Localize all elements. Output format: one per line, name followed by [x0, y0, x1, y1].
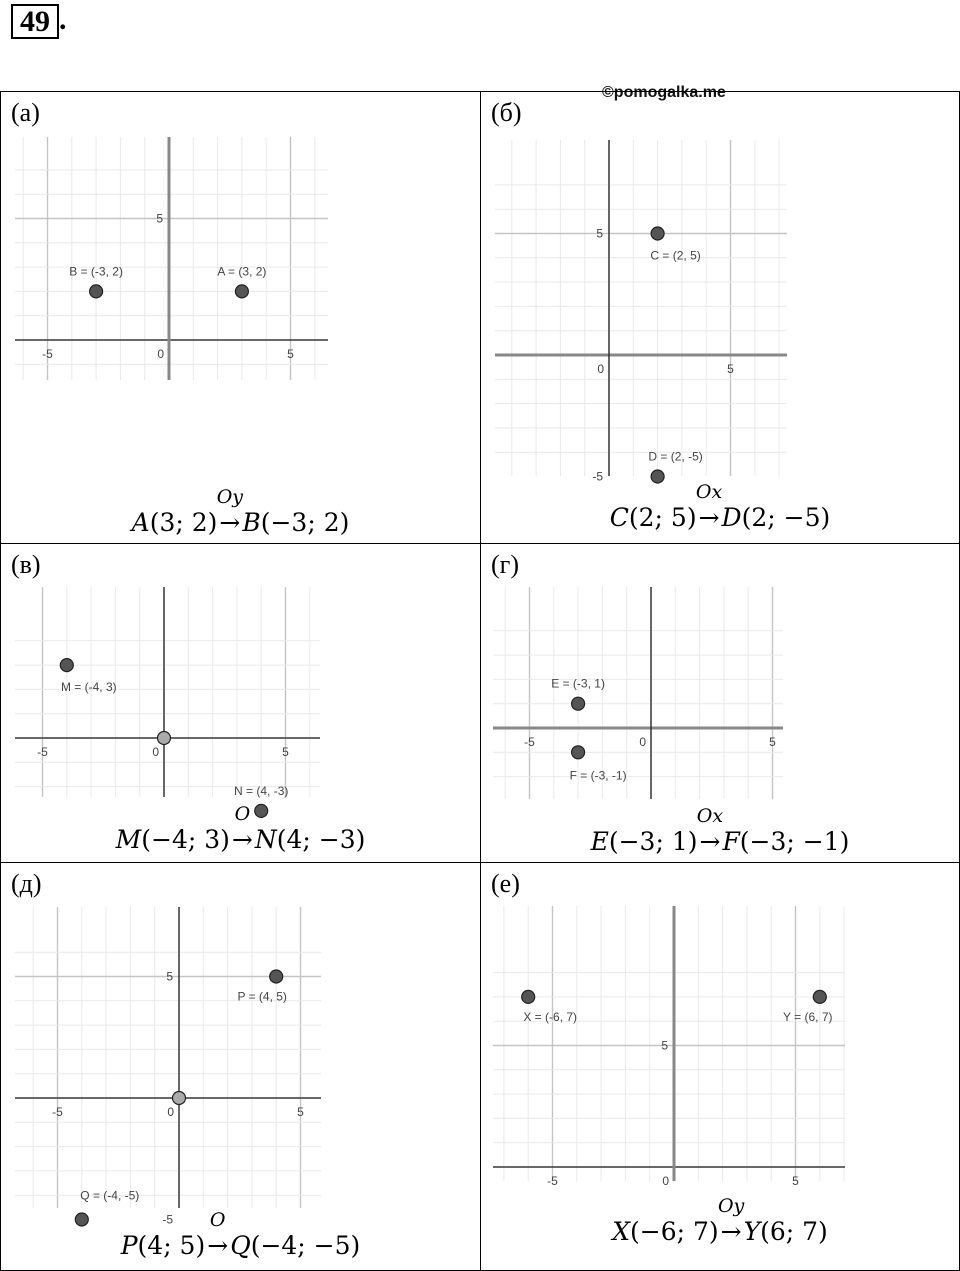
- image-point-name: Q: [230, 1231, 251, 1260]
- data-point: [90, 285, 103, 298]
- cell-label: (а): [11, 98, 40, 127]
- task-cell: [480, 862, 960, 1271]
- x-tick-label: 0: [662, 1174, 669, 1188]
- image-point-name: Y: [743, 1217, 761, 1246]
- data-point: [651, 227, 664, 240]
- arrow-icon: → Oy: [216, 486, 244, 537]
- x-tick-label: 5: [287, 347, 294, 361]
- source-point-name: E: [590, 827, 609, 856]
- cell-label: (г): [491, 550, 519, 579]
- data-point: [813, 990, 826, 1003]
- problem-number: 49: [11, 4, 59, 39]
- image-point-coords: (−3; 2): [260, 508, 350, 537]
- transformation-formula: [481, 806, 959, 858]
- y-tick-label: -5: [162, 1212, 173, 1227]
- source-point-coords: (−3; 1): [608, 827, 698, 856]
- formula-line: [1, 803, 480, 854]
- x-tick-label: 0: [157, 347, 164, 361]
- transformation-axis: Oy: [216, 486, 244, 508]
- transformation-axis: O: [209, 1209, 226, 1231]
- data-point: [270, 970, 283, 983]
- x-tick-label: 5: [792, 1174, 799, 1188]
- coordinate-plane: [493, 587, 783, 799]
- point-label: M = (-4, 3): [60, 680, 117, 695]
- x-tick-label: -5: [524, 735, 535, 749]
- formula-line: [1, 486, 480, 537]
- source-point-name: X: [612, 1217, 630, 1246]
- x-tick-label: 0: [639, 735, 646, 749]
- watermark: ©pomogalka.me: [602, 84, 726, 101]
- x-tick-label: 5: [282, 745, 289, 759]
- coordinate-plane: [15, 137, 328, 380]
- source-point-coords: (3; 2): [149, 508, 218, 537]
- y-tick-label: 5: [166, 969, 173, 984]
- point-label: X = (-6, 7): [523, 1009, 578, 1024]
- coordinate-plane: [15, 907, 321, 1227]
- task-cell: [480, 543, 960, 863]
- image-point-coords: (2; −5): [741, 503, 831, 532]
- data-point: [60, 659, 73, 672]
- transformation-formula: [1, 487, 480, 539]
- transformation-formula: [481, 482, 959, 534]
- source-point-coords: (4; 5): [137, 1231, 206, 1260]
- grid: [493, 906, 845, 1181]
- arrow-icon: → O: [207, 1209, 229, 1260]
- x-tick-label: -5: [52, 1105, 63, 1119]
- arrow-icon: → O: [231, 803, 253, 854]
- x-tick-label: -5: [37, 745, 48, 759]
- grid: [495, 140, 787, 476]
- task-cell: [0, 543, 481, 863]
- y-tick-label: 5: [156, 211, 163, 226]
- formula-line: [1, 1209, 480, 1260]
- x-tick-label: -5: [547, 1174, 558, 1188]
- y-tick-label: -5: [592, 469, 603, 484]
- cell-label: (е): [491, 869, 520, 898]
- task-cell: [480, 91, 960, 544]
- point-label: C = (2, 5): [650, 248, 701, 263]
- task-cell: [0, 862, 481, 1271]
- problem-number-dot: .: [59, 3, 67, 36]
- image-point-name: F: [722, 827, 740, 856]
- image-point-name: D: [721, 503, 742, 532]
- x-tick-label: -5: [42, 347, 53, 361]
- x-tick-label: 0: [167, 1105, 174, 1119]
- point-label: Y = (6, 7): [783, 1009, 833, 1024]
- point-label: B = (-3, 2): [69, 264, 123, 279]
- cell-label: (в): [11, 550, 41, 579]
- data-point: [572, 697, 585, 710]
- image-point-coords: (−4; −5): [250, 1231, 361, 1260]
- task-cell: [0, 91, 481, 544]
- x-tick-label: 0: [597, 362, 604, 376]
- transformation-axis: Ox: [696, 805, 724, 827]
- formula-line: [481, 805, 959, 856]
- image-point-name: N: [254, 825, 277, 854]
- source-point-name: P: [120, 1231, 138, 1260]
- image-point-coords: (6; 7): [760, 1217, 828, 1246]
- cell-label: (б): [491, 98, 522, 127]
- data-point: [173, 1092, 186, 1105]
- arrow-icon: → Ox: [696, 805, 724, 856]
- x-tick-label: 5: [727, 362, 734, 376]
- data-point: [522, 990, 535, 1003]
- y-tick-label: 5: [596, 226, 603, 241]
- formula-line: [481, 1195, 959, 1246]
- transformation-axis: O: [234, 803, 251, 825]
- y-tick-label: 5: [661, 1038, 668, 1053]
- transformation-axis: Ox: [695, 481, 723, 503]
- grid: [493, 587, 783, 799]
- grid: [15, 907, 321, 1208]
- image-point-coords: (−3; −1): [739, 827, 850, 856]
- source-point-name: C: [609, 503, 629, 532]
- data-point: [158, 732, 171, 745]
- source-point-coords: (−4; 3): [141, 825, 230, 854]
- coordinate-plane: [495, 140, 787, 484]
- data-point: [235, 285, 248, 298]
- transformation-axis: Oy: [717, 1195, 745, 1217]
- source-point-coords: (−6; 7): [630, 1217, 719, 1246]
- transformation-formula: [481, 1196, 959, 1248]
- x-tick-label: 5: [769, 735, 776, 749]
- image-point-coords: (4; −3): [276, 825, 366, 854]
- source-point-name: M: [115, 825, 142, 854]
- grid: [15, 137, 328, 380]
- transformation-formula: [1, 804, 480, 856]
- data-point: [572, 746, 585, 759]
- coordinate-plane: [493, 906, 845, 1188]
- coordinate-plane: [15, 587, 320, 797]
- point-label: E = (-3, 1): [551, 676, 605, 691]
- point-label: P = (4, 5): [237, 989, 287, 1004]
- x-tick-label: 0: [152, 745, 159, 759]
- point-label: F = (-3, -1): [569, 768, 627, 783]
- point-label: D = (2, -5): [648, 449, 703, 464]
- point-label: A = (3, 2): [217, 264, 267, 279]
- cell-label: (д): [11, 869, 42, 898]
- image-point-name: B: [242, 508, 261, 537]
- source-point-coords: (2; 5): [628, 503, 697, 532]
- point-label: Q = (-4, -5): [80, 1188, 140, 1203]
- arrow-icon: → Oy: [717, 1195, 745, 1246]
- x-tick-label: 5: [297, 1105, 304, 1119]
- point-label: N = (4, -3): [234, 783, 289, 798]
- arrow-icon: → Ox: [695, 481, 723, 532]
- formula-line: [481, 481, 959, 532]
- transformation-formula: [1, 1210, 480, 1262]
- source-point-name: A: [131, 508, 150, 537]
